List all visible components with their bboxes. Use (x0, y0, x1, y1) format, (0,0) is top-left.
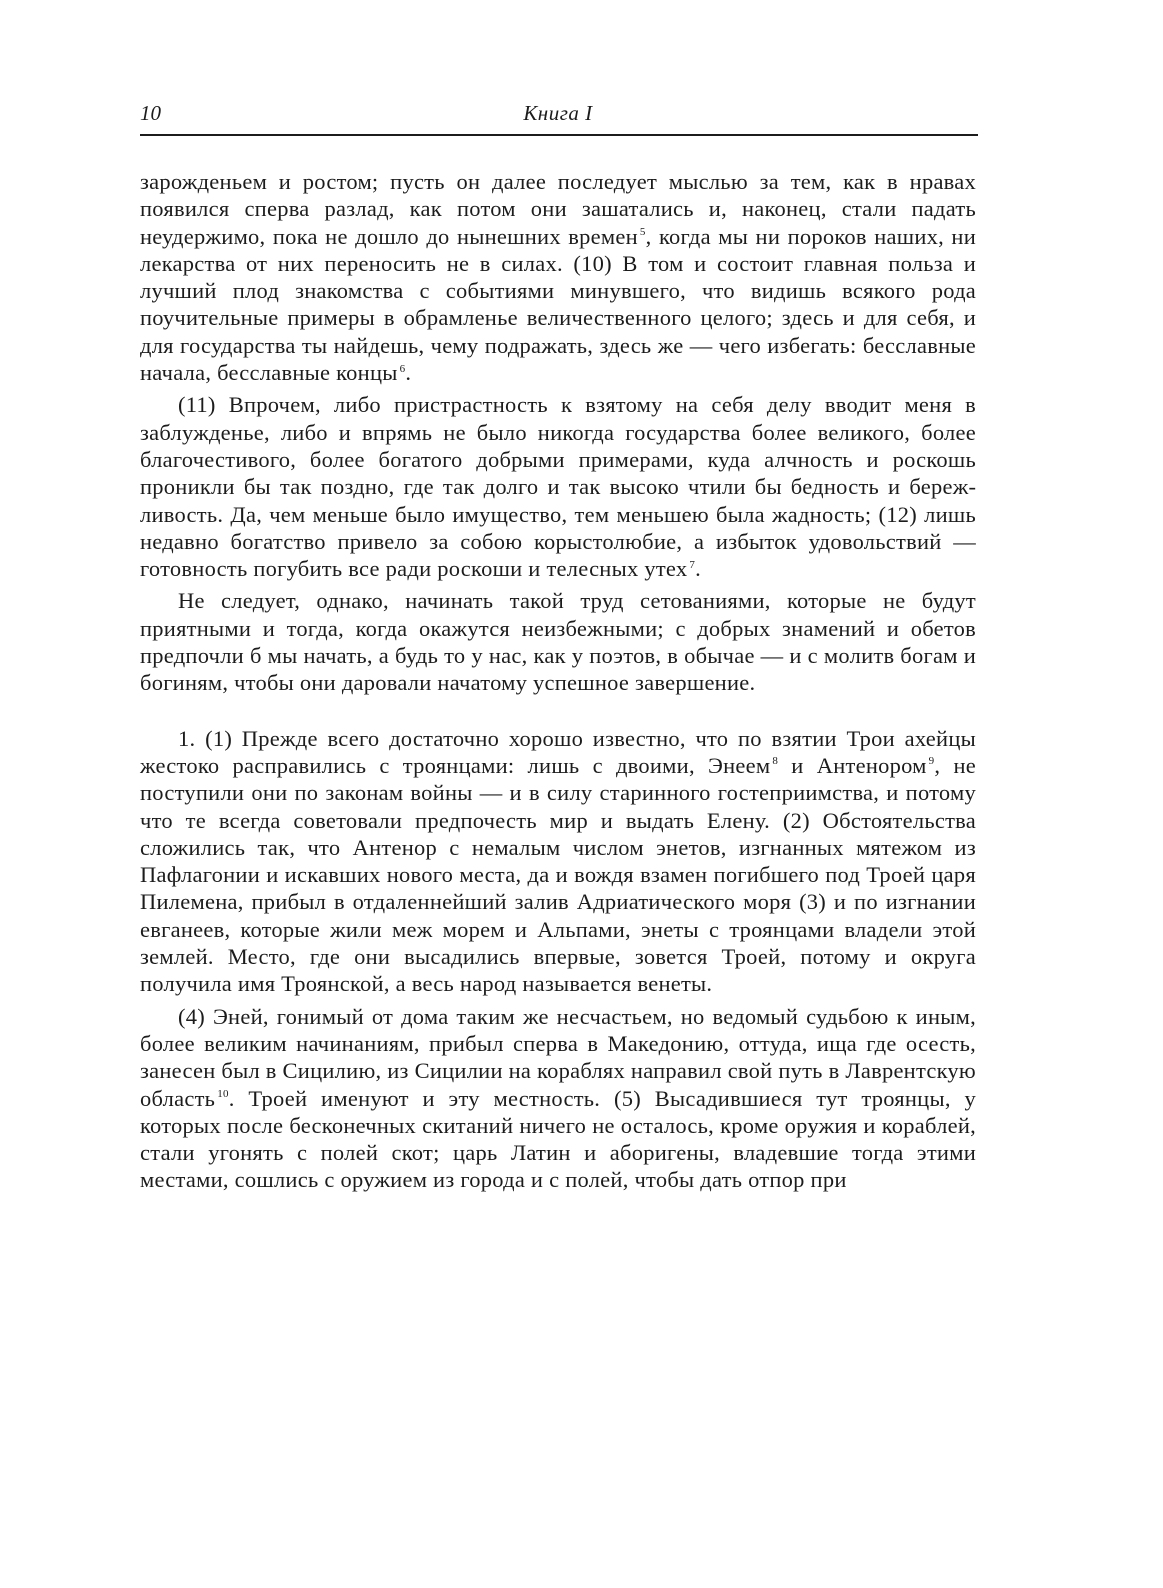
text-run: , не поступили они по законам войны — и в силу старинного гостеприимства, и потому что те всегда советовали предпочесть мир и выдать Елену. (2) Обстоятельства сложились так, что Антенор с немалым числом энетов, изгнанных мятежом из Пафлагонии и искавших нового места, да и вождя взамен погибшего под Троей царя Пилемена, прибыл в отдаленнейший залив Адриатического моря (3) и по изгнании евганеев, которые жили меж морем и Альпами, энеты с троянцами владели этой землей. Место, где они высадились впервые, зовется Троей, потому и округа получила имя Троянской, а весь народ называется венеты. (140, 752, 976, 997)
paragraph (140, 725, 976, 998)
text-run: , когда мы ни пороков наших, ни лекарства от них переносить не в силах. (10) В том и состоит главная польза и лучший плод знакомства с событиями минувшего, что видишь всякого рода поучительные примеры в обрамленье величественного целого; здесь и для себя, и для государства ты найдешь, чему подражать, здесь же — чего избегать: бесславные начала, бесславные концы (140, 223, 977, 386)
text-run: и Антенором (778, 752, 927, 778)
text-run: . Троей именуют и эту местность. (5) Высадившиеся тут троянцы, у которых после бесконечных скитаний ничего не осталось, кроме оружия и кораблей, стали угонять с полей скот; царь Латин и аборигены, владевшие тогда этими местами, сошлись с оружием из города и с полей, чтобы дать отпор при (140, 1085, 976, 1193)
footnote-marker: 7 (689, 558, 696, 571)
footnote-marker: 8 (772, 755, 779, 768)
paragraph (140, 587, 976, 696)
page-number: 10 (140, 101, 161, 125)
text-run: . (405, 360, 412, 386)
text-run: (11) Впрочем, либо пристрастность к взятому на себя делу вводит меня в заблужденье, либо и впрямь не было никогда государства более великого, более благочестивого, более богатого добрыми примерами, куда алчность и роскошь проникли бы так поздно, где так долго и так высоко чтили бы бедность и бережливость. Да, чем меньше было имущество, тем меньшею была жадность; (12) лишь недавно богатство привело за собою корыстолюбие, а избыток удовольствий — готовность погубить все ради роскоши и телесных утех (140, 392, 976, 582)
paragraph (140, 168, 976, 386)
paragraph (140, 391, 976, 582)
running-title: Книга I (523, 101, 593, 125)
header-rule (140, 134, 978, 136)
paragraph (140, 1003, 976, 1194)
footnote-marker: 9 (928, 755, 935, 768)
text-run: . (695, 556, 701, 582)
page-header (140, 101, 976, 131)
footnote-marker: 10 (217, 1088, 229, 1100)
footnote-marker: 6 (399, 362, 406, 375)
text-run: зарожденьем и ростом; пусть он далее последует мыслью за тем, как в нравах появился сперва разлад, как потом они зашатались и, наконец, стали падать неудержимо, пока не дошло до нынешних времен (140, 169, 976, 249)
footnote-marker: 5 (639, 226, 646, 239)
text-run: 1. (1) Прежде всего достаточно хорошо известно, что по взятии Трои ахейцы жестоко расправились с троянцами: лишь с двоими, Энеем (140, 725, 976, 778)
body-text (140, 168, 976, 1194)
text-run: (4) Эней, гонимый от дома таким же несчастьем, но ведомый судьбою к иным, более великим начинаниям, прибыл сперва в Македонию, оттуда, ища где осесть, занесен был в Сицилию, из Сицилии на кораблях направил свой путь в Лаврентскую область (140, 1003, 976, 1111)
text-run: Не следует, однако, начинать такой труд сетованиями, которые не будут приятными и тогда, когда окажутся неизбежными; с добрых знамений и обетов предпочли б мы начать, а будь то у нас, как у поэтов, в обычае — и с молитв богам и богиням, чтобы они даровали начатому успешное завершение. (140, 588, 976, 696)
